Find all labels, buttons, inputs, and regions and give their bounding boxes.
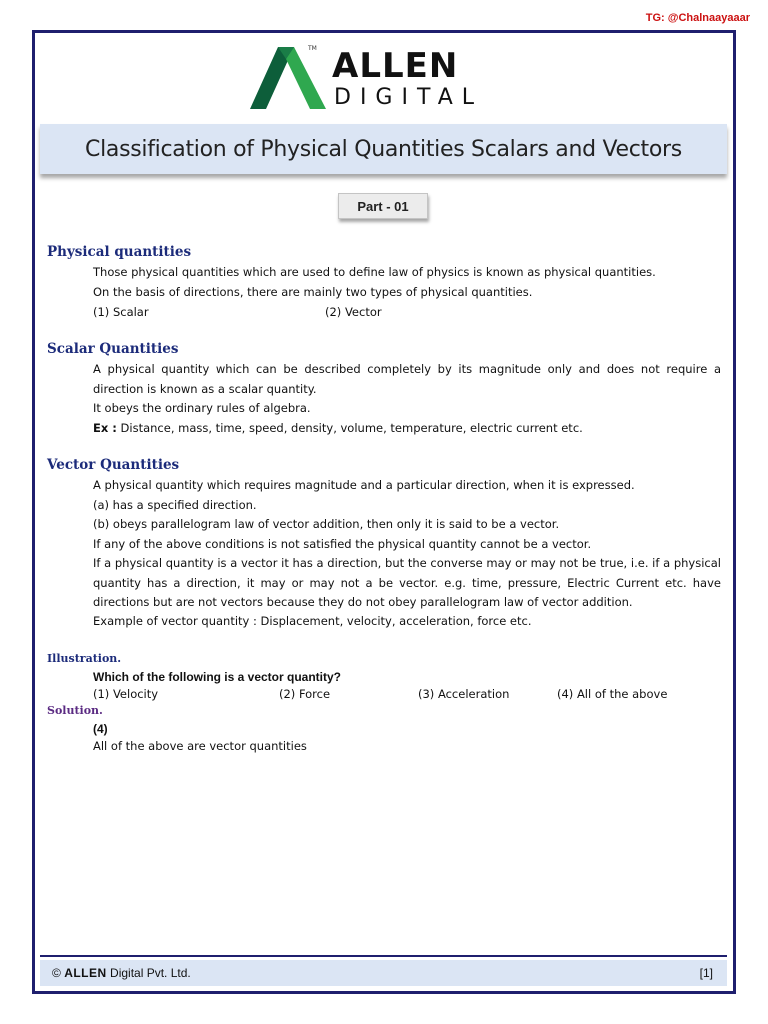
solution-answer: (4) xyxy=(93,722,108,736)
vector-condition-a: (a) has a specified direction. xyxy=(93,498,257,512)
page-number: [1] xyxy=(699,966,713,980)
scalar-rule: It obeys the ordinary rules of algebra. xyxy=(93,401,311,415)
vector-note-1: If any of the above conditions is not satisfied the physical quantity cannot be a vector. xyxy=(93,537,592,551)
type-scalar: (1) Scalar xyxy=(93,305,149,319)
copyright-symbol: © xyxy=(52,966,61,980)
heading-vector-quantities: Vector Quantities xyxy=(47,457,180,473)
solution-explanation: All of the above are vector quantities xyxy=(93,739,307,753)
footer-copyright xyxy=(52,966,191,980)
option-2: (2) Force xyxy=(279,687,331,701)
option-3: (3) Acceleration xyxy=(418,687,510,701)
type-vector: (2) Vector xyxy=(325,305,382,319)
logo-sub-text: DIGITAL xyxy=(334,85,484,110)
allen-digital-logo xyxy=(248,45,520,111)
option-4: (4) All of the above xyxy=(557,687,668,701)
footer-company: Digital Pvt. Ltd. xyxy=(106,966,191,980)
logo-trademark: TM xyxy=(308,45,317,52)
page-title: Classification of Physical Quantities Scalars and Vectors xyxy=(85,136,682,162)
option-1: (1) Velocity xyxy=(93,687,159,701)
logo-brand-text: ALLEN xyxy=(332,46,459,86)
part-badge: Part - 01 xyxy=(338,193,428,219)
vector-note-2: If a physical quantity is a vector it has a direction, but the converse may or may not be true, i.e. if a physical quantity has a direction, it may or may not a be vector. e.g. time, pressure, Electric Current etc. have directions but are not vectors because they do not obey parallelogram law of vector addition. xyxy=(93,556,721,609)
footer-divider xyxy=(40,955,727,957)
vector-condition-b: (b) obeys parallelogram law of vector addition, then only it is said to be a vector. xyxy=(93,517,560,531)
solution-heading: Solution. xyxy=(47,704,103,717)
watermark-telegram: TG: @Chalnaayaaar xyxy=(645,12,750,24)
page-footer xyxy=(40,960,727,986)
scalar-definition: A physical quantity which can be described completely by its magnitude only and does not require a direction is known as a scalar quantity. xyxy=(93,362,721,396)
scalar-example-label: Ex : xyxy=(93,421,117,435)
physical-line-1: Those physical quantities which are used to define law of physics is known as physical quantities. xyxy=(93,265,656,279)
vector-intro: A physical quantity which requires magnitude and a particular direction, when it is expressed. xyxy=(93,478,635,492)
heading-scalar-quantities: Scalar Quantities xyxy=(47,341,179,357)
scalar-example xyxy=(93,419,721,439)
footer-brand: ALLEN xyxy=(64,966,107,980)
illustration-heading: Illustration. xyxy=(47,652,122,665)
scalar-example-text: Distance, mass, time, speed, density, volume, temperature, electric current etc. xyxy=(116,421,583,435)
allen-logo-mark-icon xyxy=(248,45,328,111)
title-banner xyxy=(40,124,727,174)
physical-line-2: On the basis of directions, there are mainly two types of physical quantities. xyxy=(93,285,533,299)
heading-physical-quantities: Physical quantities xyxy=(47,244,192,260)
vector-example: Example of vector quantity : Displacement, velocity, acceleration, force etc. xyxy=(93,614,532,628)
illustration-question: Which of the following is a vector quantity? xyxy=(93,670,342,684)
